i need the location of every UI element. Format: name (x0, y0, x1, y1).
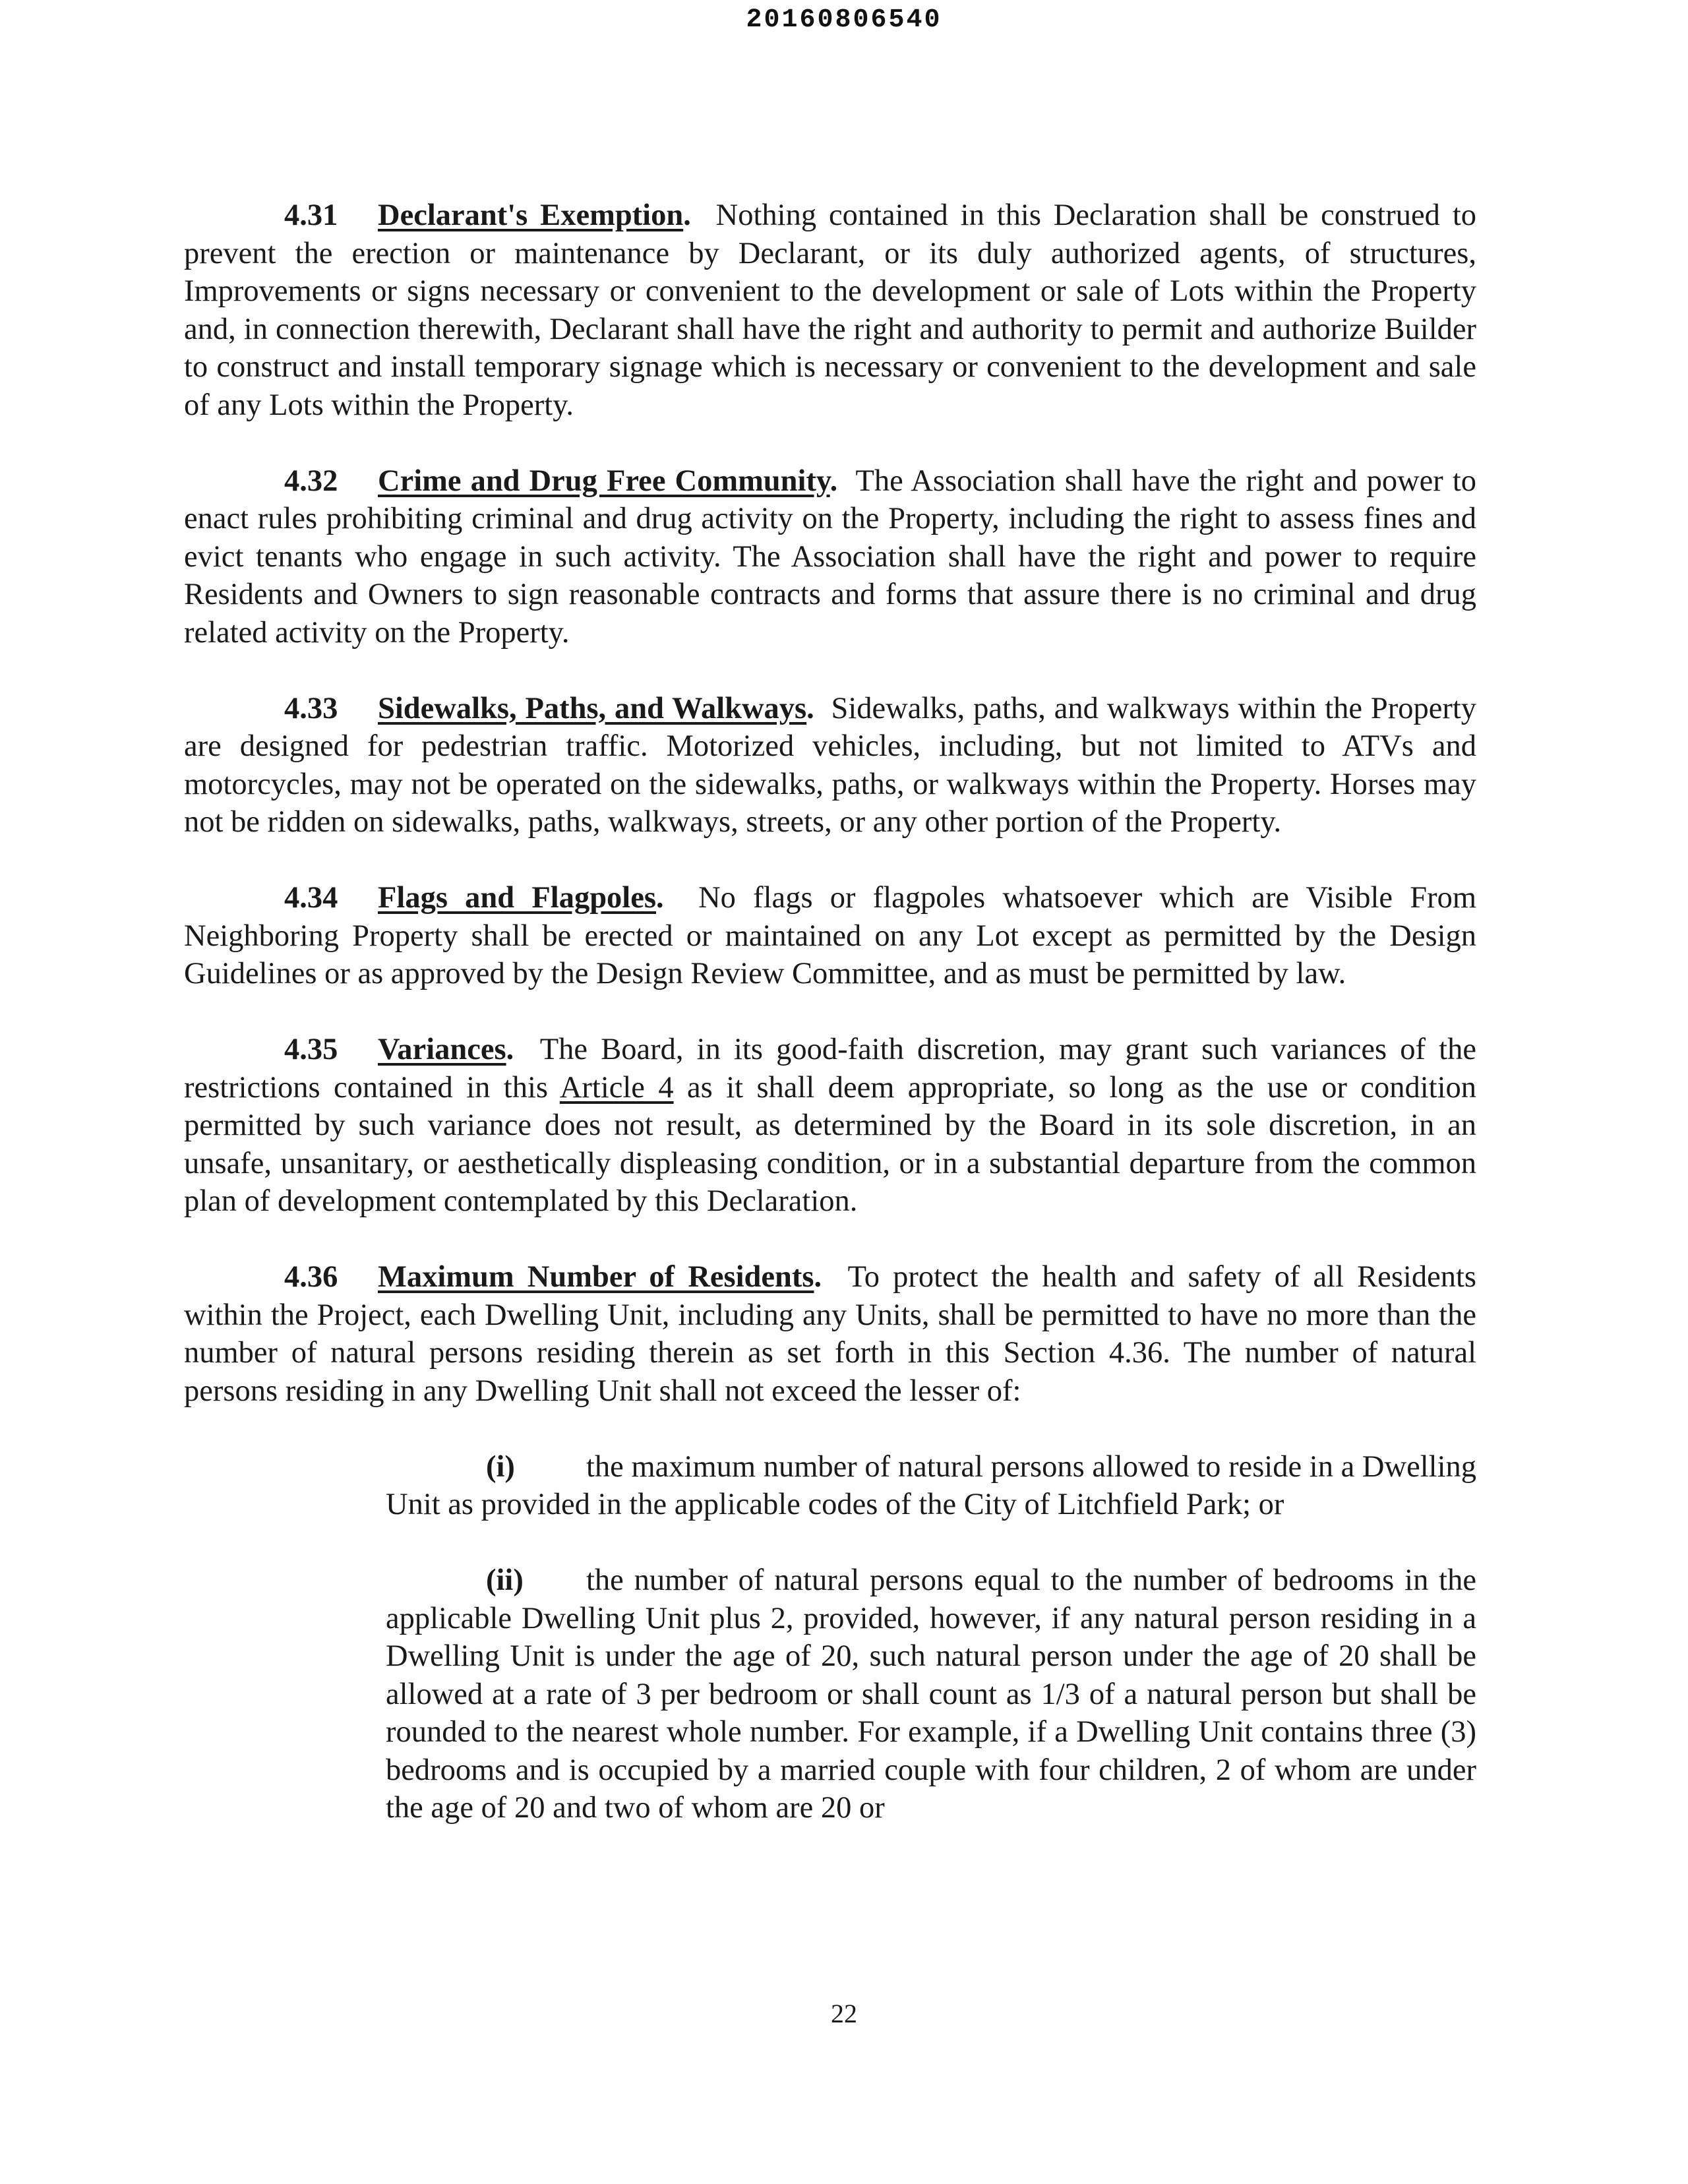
section-4-32: 4.32 Crime and Drug Free Community. The Association shall have the right and power to enact rules prohibiting criminal and drug activity on the Property, including the right to assess fines and evict tenants who engage in such activity. The Association shall have the right and power to require Residents and Owners to sign reasonable contracts and forms that assure there is no criminal and drug related activity on the Property. (184, 462, 1476, 652)
subparagraph-text: the number of natural persons equal to the number of bedrooms in the applicable Dwelling Unit plus 2, provided, however, if any natural person residing in a Dwelling Unit is under the age of 20, such natural person under the age of 20 shall be allowed at a rate of 3 per bedroom or shall count as 1/3 of a natural person but shall be rounded to the nearest whole number. For example, if a Dwelling Unit contains three (3) bedrooms and is occupied by a married couple with four children, 2 of whom are under the age of 20 and two of whom are 20 or (386, 1563, 1476, 1825)
page-number: 22 (831, 1999, 857, 2028)
section-4-31: 4.31 Declarant's Exemption. Nothing contained in this Declaration shall be construed to prevent the erection or maintenance by Declarant, or its duly authorized agents, of structures, Improvements or signs necessary or convenient to the development or sale of Lots within the Property and, in connection therewith, Declarant shall have the right and authority to permit and authorize Builder to construct and install temporary signage which is necessary or convenient to the development and sale of any Lots within the Property. (184, 197, 1476, 424)
section-4-35: 4.35 Variances. The Board, in its good-faith discretion, may grant such variances of the restrictions contained in this Article 4 as it shall deem appropriate, so long as the use or condition permitted by such variance does not result, as determined by the Board in its sole discretion, in an unsafe, unsanitary, or aesthetically displeasing condition, or in a substantial departure from the common plan of development contemplated by this Declaration. (184, 1031, 1476, 1221)
subparagraph-i (386, 1448, 1476, 1524)
subparagraph-label: (i) (486, 1449, 515, 1484)
section-number: 4.36 (284, 1260, 338, 1294)
section-text: The Association shall have the right and power to enact rules prohibiting criminal and drug activity on the Property, including the right to assess fines and evict tenants who engage in such activity. The Association shall have the right and power to require Residents and Owners to sign reasonable contracts and forms that assure there is no criminal and drug related activity on the Property. (184, 464, 1476, 650)
section-title: Maximum Number of Residents (378, 1260, 814, 1294)
subparagraph-ii (386, 1562, 1476, 1827)
section-text: No flags or flagpoles whatsoever which are Visible From Neighboring Property shall be erected or maintained on any Lot except as permitted by the Design Guidelines or as approved by the Design Review Committee, and as must be permitted by law. (184, 881, 1477, 990)
section-title: Declarant's Exemption (378, 198, 684, 232)
section-number: 4.34 (284, 881, 338, 915)
section-number: 4.31 (284, 198, 338, 232)
section-text: To protect the health and safety of all Residents within the Project, each Dwelling Unit, including any Units, shall be permitted to have no more than the number of natural persons residing therein as set forth in this Section 4.36. The number of natural persons residing in any Dwelling Unit shall not exceed the lesser of: (184, 1260, 1476, 1408)
subparagraph-text: the maximum number of natural persons allowed to reside in a Dwelling Unit as provided in the applicable codes of the City of Litchfield Park; or (386, 1449, 1476, 1521)
section-text: Sidewalks, paths, and walkways within the Property are designed for pedestrian traffic. Motorized vehicles, including, but not limited to ATVs and motorcycles, may not be operated on the sidewalks, paths, or walkways within the Property. Horses may not be ridden on sidewalks, paths, walkways, streets, or any other portion of the Property. (184, 691, 1477, 839)
section-4-33: 4.33 Sidewalks, Paths, and Walkways. Sidewalks, paths, and walkways within the Property are designed for pedestrian traffic. Motorized vehicles, including, but not limited to ATVs and motorcycles, may not be operated on the sidewalks, paths, or walkways within the Property. Horses may not be ridden on sidewalks, paths, walkways, streets, or any other portion of the Property. (184, 690, 1476, 841)
section-text: Nothing contained in this Declaration shall be construed to prevent the erection or maintenance by Declarant, or its duly authorized agents, of structures, Improvements or signs necessary or convenient to the development or sale of Lots within the Property and, in connection therewith, Declarant shall have the right and authority to permit and authorize Builder to construct and install temporary signage which is necessary or convenient to the development and sale of any Lots within the Property. (184, 198, 1476, 422)
subparagraph-label: (ii) (486, 1563, 524, 1597)
section-number: 4.33 (284, 691, 338, 725)
section-title: Variances (378, 1033, 506, 1066)
section-4-34: 4.34 Flags and Flagpoles. No flags or flagpoles whatsoever which are Visible From Neighboring Property shall be erected or maintained on any Lot except as permitted by the Design Guidelines or as approved by the Design Review Committee, and as must be permitted by law. (184, 879, 1476, 993)
document-number: 20160806540 (746, 5, 942, 35)
section-text-continued: as it shall deem appropriate, so long as the use or condition permitted by such variance does not result, as determined by the Board in its sole discretion, in an unsafe, unsanitary, or aesthetically displeasing condition, or in a substantial departure from the common plan of development contemplated by this Declaration. (184, 1070, 1477, 1218)
section-title: Sidewalks, Paths, and Walkways (378, 691, 807, 725)
article-reference: Article 4 (559, 1070, 674, 1105)
section-text: The Board, in its good-faith discretion, may grant such variances of the restrictions contained in this (184, 1033, 1476, 1105)
section-title: Flags and Flagpoles (378, 881, 656, 915)
document-body (184, 197, 1476, 1865)
section-number: 4.35 (284, 1033, 338, 1066)
section-number: 4.32 (284, 464, 338, 498)
section-title: Crime and Drug Free Community (378, 464, 830, 498)
section-4-36: 4.36 Maximum Number of Residents. To protect the health and safety of all Residents within the Project, each Dwelling Unit, including any Units, shall be permitted to have no more than the number of natural persons residing therein as set forth in this Section 4.36. The number of natural persons residing in any Dwelling Unit shall not exceed the lesser of: (184, 1258, 1476, 1410)
